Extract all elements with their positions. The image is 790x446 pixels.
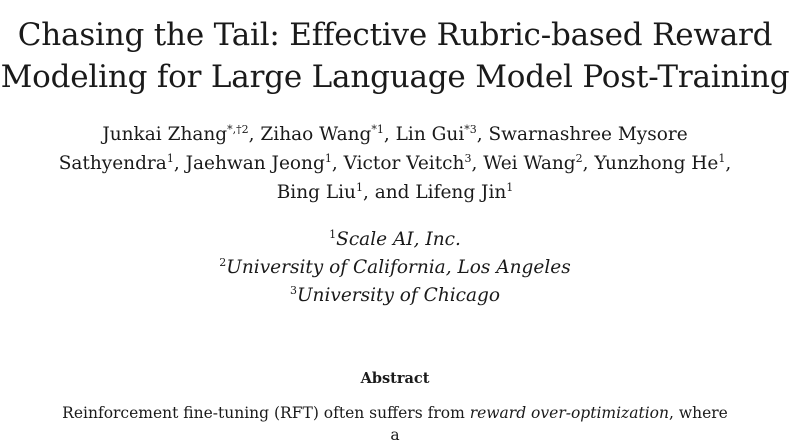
author-affiliation-mark: *,†2 [227,123,249,136]
author-affiliation-mark: 1 [324,152,332,165]
author-name: Jaehwan Jeong [185,153,325,174]
abstract-heading: Abstract [360,370,430,387]
author-name: Lin Gui [395,124,465,145]
author [277,182,363,203]
paper-title-line-2: Modeling for Large Language Model Post-Training [0,59,790,95]
author-name: and Lifeng Jin [374,182,507,203]
author-affiliation-mark: 2 [575,152,583,165]
affiliation-list [0,226,790,310]
affiliation-name: University of California, Los Angeles [226,257,571,278]
affiliation [0,282,790,310]
author-name: Victor Veitch [343,153,465,174]
abstract-emphasis: reward over-optimization [469,404,669,422]
author-name: Bing Liu [276,182,356,203]
affiliation-name: Scale AI, Inc. [336,229,461,250]
author-affiliation-mark: 3 [464,152,472,165]
author-affiliation-mark: *1 [371,123,384,136]
author [186,153,332,174]
author [260,124,383,145]
paper-title-line-1: Chasing the Tail: Effective Rubric-based Reward [17,17,773,53]
author: Swarnashree Mysore Sathyendra$^1$ [58,124,688,174]
author-affiliation-mark: 1 [166,152,174,165]
abstract-text [60,402,730,446]
affiliation-mark: 2 [219,256,227,269]
affiliation [0,226,790,254]
author-list: Junkai Zhang$^{*,\dagger 2}$, Zihao Wang$^{*1}$, Lin Gui$^{*3}$, Swarnashree Mysore Sathyendra$^1$, Jaehwan Jeong$^1$, Victor Veitch$^3$, Wei Wang$^2$, Yunzhong He$^1$, Bing Liu$^1$, and Lifeng Jin$^1$ [58,123,732,203]
author-name: Zihao Wang [260,124,372,145]
author-affiliation-mark: 1 [355,181,363,194]
abstract-text-tail: , where a [390,404,728,444]
author-affiliation-mark: 1 [506,181,514,194]
author [483,153,582,174]
author-affiliation-mark: 1 [718,152,726,165]
affiliation-mark: 3 [289,284,297,297]
affiliation-name: University of Chicago [296,285,501,306]
author-name: Junkai Zhang [102,124,228,145]
author-affiliation-mark: *3 [464,123,477,136]
paper-title [0,14,790,98]
affiliation [0,254,790,282]
affiliation-mark: 1 [329,228,337,241]
author [396,124,477,145]
author [375,182,514,203]
author [594,153,725,174]
author [344,153,472,174]
author [102,124,248,145]
abstract-text-lead: Reinforcement fine-tuning (RFT) often suffers from [62,404,470,422]
author-name: Wei Wang [483,153,576,174]
author-name: Yunzhong He [594,153,719,174]
